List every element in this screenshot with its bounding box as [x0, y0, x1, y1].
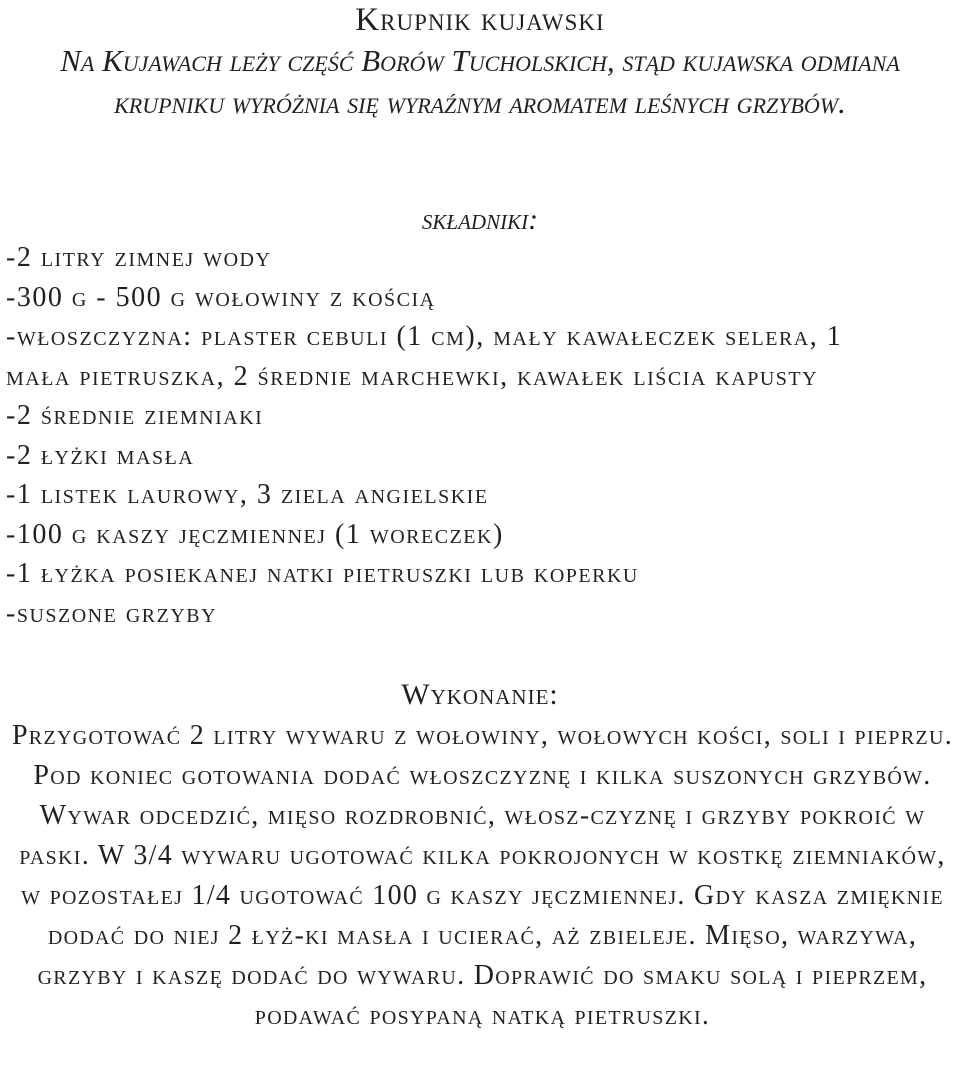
ingredient-item: -100 g kaszy jęczmiennej (1 woreczek): [6, 518, 504, 550]
ingredients-list: [6, 238, 956, 633]
recipe-title: Krupnik kujawski: [355, 2, 605, 38]
ingredient-item: -włoszczyzna: plaster cebuli (1 cm), mały kawałeczek selera, 1: [6, 321, 843, 352]
ingredient-item: mała pietruszka, 2 średnie marchewki, kawałek liścia kapusty: [6, 360, 819, 392]
method-text: Przygotować 2 litry wywaru z wołowiny, wołowych kości, soli i pieprzu. Pod koniec gotowania dodać włoszczyznę i kilka suszonych grzybów. Wywar odcedzić, mięso rozdrobnić, włosz-czyznę i grzyby pokroić w paski. W 3/4 wywaru ugotować kilka pokrojonych w kostkę ziemniaków, w pozostałej 1/4 ugotować 100 g kaszy jęczmiennej. Gdy kasza zmięknie dodać do niej 2 łyż-ki masła i ucierać, aż zbieleje. Mięso, warzywa, grzyby i kaszę dodać do wywaru. Doprawić do smaku solą i pieprzem, podawać posypaną natką pietruszki.: [11, 720, 954, 1031]
ingredient-item: -suszone grzyby: [6, 597, 218, 629]
ingredient-item: -1 listek laurowy, 3 ziela angielskie: [6, 479, 489, 510]
method-heading: Wykonanie:: [401, 678, 559, 711]
ingredient-item: -300 g - 500 g wołowiny z kością: [6, 281, 436, 313]
ingredient-item: -1 łyżka posiekanej natki pietruszki lub koperku: [6, 558, 639, 589]
ingredient-item: -2 średnie ziemniaki: [6, 400, 264, 431]
ingredients-heading: składniki:: [421, 203, 539, 236]
ingredient-item: -2 łyżki masła: [6, 439, 195, 471]
ingredient-item: -2 litry zimnej wody: [6, 242, 272, 273]
recipe-intro: Na Kujawach leży część Borów Tucholskich, stąd kujawska odmiana krupniku wyróżnia się wyraźnym aromatem leśnych grzybów.: [60, 43, 900, 120]
